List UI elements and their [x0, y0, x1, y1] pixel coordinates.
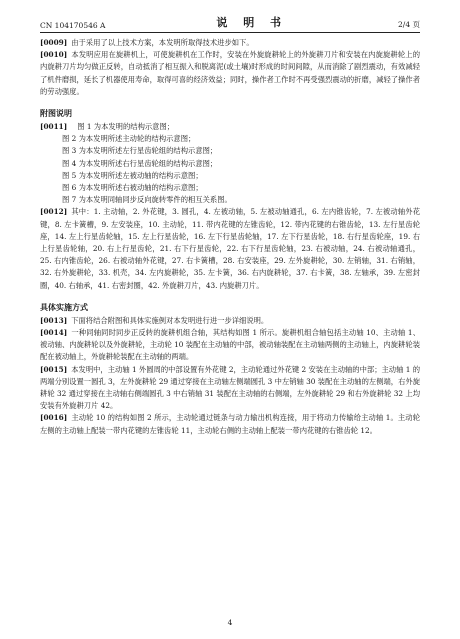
paragraph-0013: [0013] 下面将结合附图和具体实施例对本发明进行进一步详细说明。: [40, 315, 269, 325]
figure-desc-line: 图 5 为本发明所述左被动轴的结构示意图；: [62, 170, 203, 180]
section-heading-figures: 附图说明: [40, 108, 72, 119]
paragraph-0015: [0015] 本发明中，主动轴 1 外圆周的中部设置有外花键 2，主动轮通过外花键 2 安装在主动轴的中部；主动轴 1 的两端分别设置一圆孔 3，左外旋耕轮 29 通过穿接在主动轴左侧端圆孔 3 中左销轴 30 装配在主动轴的左侧端，右外旋耕轮 32 通过穿接在主动轴右侧端圆孔 3 中右销轴 31 装配在主动轴的右侧端，左外旋耕轮 29 和右外旋耕轮 32 上均安装有外旋耕刀片 42。: [40, 364, 420, 411]
header-rule: [40, 32, 420, 33]
paragraph-0014: [0014] 一种同轴同时同步正反转的旋耕机组合轴，其结构如图 1 所示。旋耕机组合轴包括主动轴 10、主动轴 1、被动轴、内旋耕轮以及外旋耕轮，主动轮 10 装配在主动轴的中部，被动轴装配在主动轴两侧的主动轴上，内旋耕轮装配在被动轴上，外旋耕轮装配在主动轴的两端。: [40, 328, 420, 362]
figure-desc-line: 图 4 为本发明所述右行星齿轮组的结构示意图；: [62, 158, 218, 168]
figure-desc-line: 图 2 为本发明所述主动轮的结构示意图；: [62, 134, 196, 144]
figure-desc-line: [0011] 图 1 为本发明的结构示意图；: [40, 122, 175, 132]
figure-desc-line: 图 7 为本发明同轴同步反向旋转零件的相互关系图。: [62, 195, 232, 205]
paragraph-0010: [0010] 本发明应用在旋耕机上，可使旋耕机在工作时，安装在外旋旋耕轮上的外旋耕刀片和安装在内旋旋耕轮上的内旋耕刀片均匀做正反转，自动抵消了相互振入和脱离泥(或土壤)时形成的时间间隙，从而消除了剧烈震动，有效减轻了机件磨损，延长了机器使用寿命，取得可喜的经济效益；同时，操作者工作时不再受强烈震动的折磨，减轻了操作者的劳动强度。: [40, 50, 420, 96]
paragraph-0009: [0009] 由于采用了以上技术方案，本发明所取得技术进步如下。: [40, 38, 254, 47]
paragraph-0012: [0012] 其中：1. 主动轴，2. 外花键，3. 圆孔，4. 左被动轴，5. 左被动轴通孔，6. 左内锥齿轮，7. 左被动轴外花键，8. 左卡簧槽，9. 左安装座，10. 主动轮，11. 带内花键的左锥齿轮，12. 带内花键的右锥齿轮，13. 左行星齿轮座，14. 左上行星齿轮轴，15. 左上行星齿轮，16. 左下行星齿轮轴，17. 左下行星齿轮，18. 右行星齿轮座，19. 右上行星齿轮轴，20. 右上行星齿轮，21. 右下行星齿轮，22. 右下行星齿轮轴，23. 右被动轴，24. 右被动轴通孔，25. 右内锥齿轮，26. 右被动轴外花键，27. 右卡簧槽，28. 右安装座，29. 左外旋耕轮，30. 左销轴，31. 右销轴，32. 右外旋耕轮，33. 机壳，34. 左内旋耕轮，35. 左卡簧，36. 右内旋耕轮，37. 右卡簧，38. 左轴承，39. 左密封圈，40. 右轴承，41. 右密封圈，42. 外旋耕刀片，43. 内旋耕刀片。: [40, 207, 420, 290]
page-header: [40, 12, 420, 30]
figure-desc-line: 图 6 为本发明所述右被动轴的结构示意图；: [62, 183, 203, 193]
page-info: 2/4 页: [398, 20, 420, 29]
paragraph-0016: [0016] 主动轮 10 的结构如图 2 所示，主动轮通过链条与动力输出机构连接，用于将动力传输给主动轴 1。主动轮左侧的主动轴上配装一带内花键的左锥齿轮 11，主动轮右侧的主动轴上配装一带内花键的右锥齿轮 12。: [40, 413, 420, 435]
doc-number: CN 104170546 A: [40, 21, 106, 30]
doc-title: 说 明 书: [216, 16, 288, 29]
page-number: 4: [227, 618, 233, 627]
section-heading-embodiment: 具体实施方式: [40, 301, 88, 312]
figure-desc-line: 图 3 为本发明所述左行星齿轮组的结构示意图；: [62, 146, 218, 156]
